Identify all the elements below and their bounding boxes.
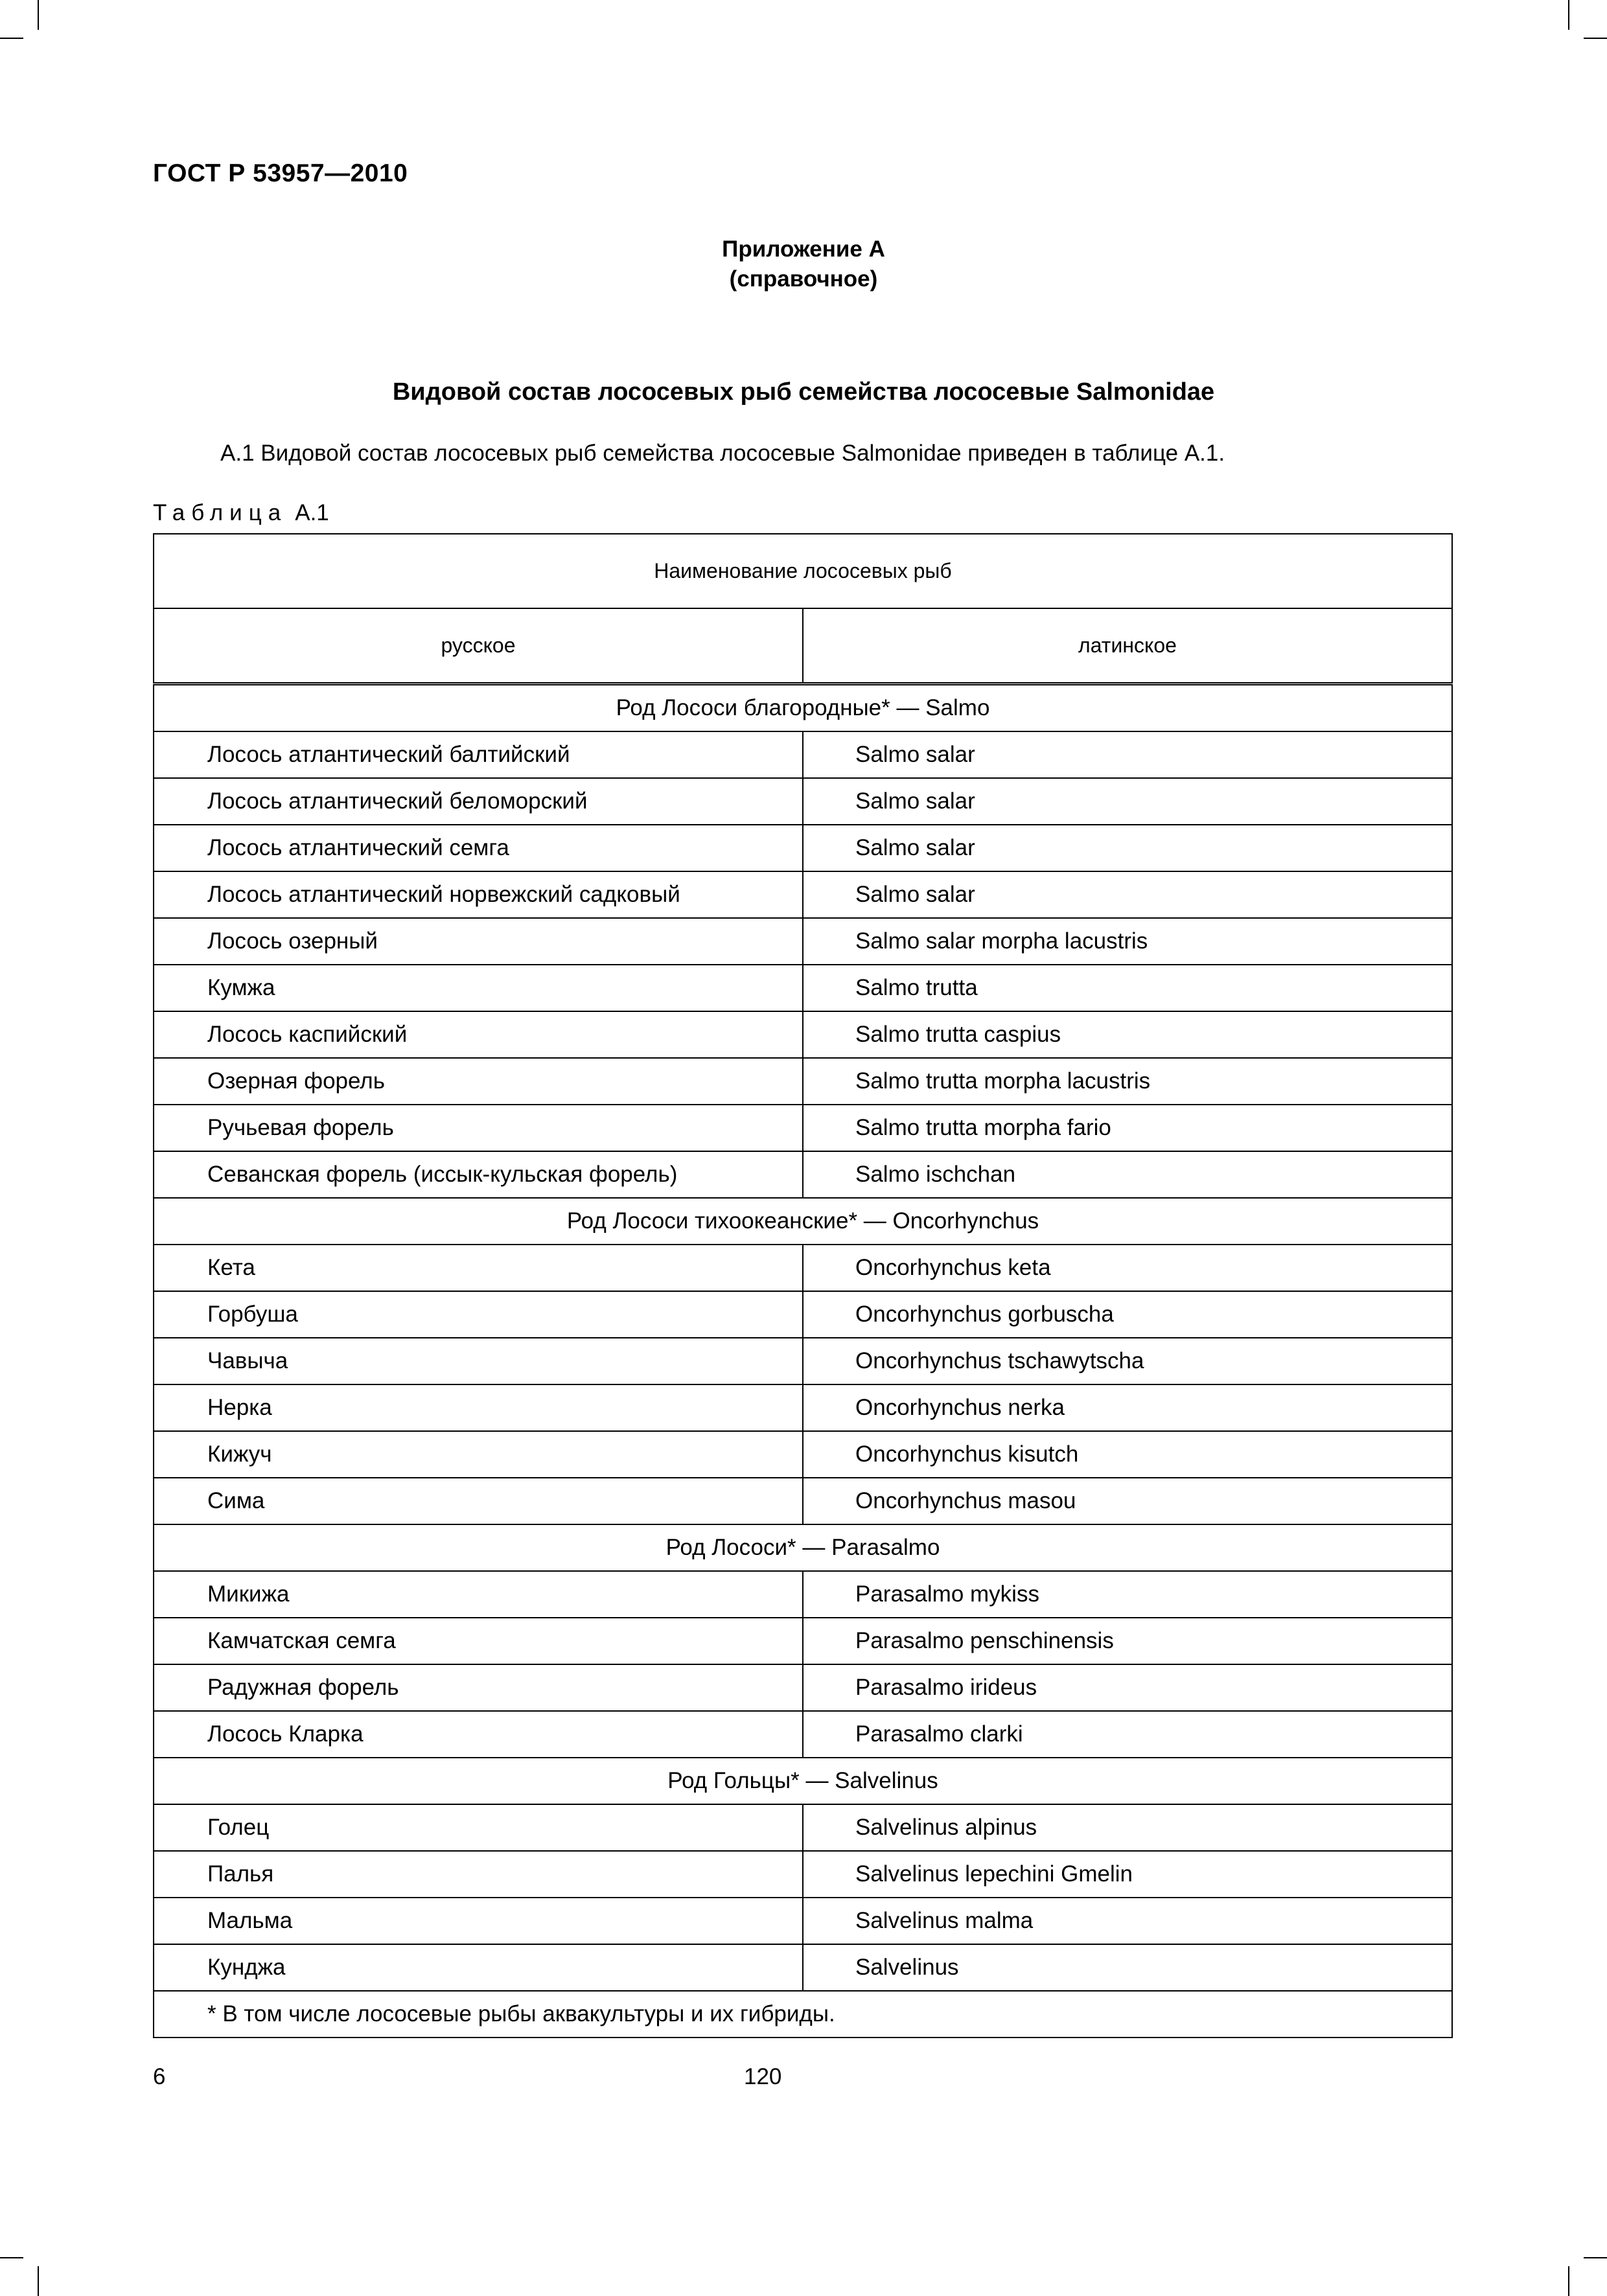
table-row — [154, 1851, 1452, 1898]
genus-row — [154, 1524, 1452, 1571]
species-name-la: Salmo trutta morpha fario — [803, 1105, 1452, 1151]
table-header-row — [154, 534, 1452, 608]
genus-label: Род Лососи* — Parasalmo — [154, 1524, 1452, 1571]
species-name-ru: Ручьевая форель — [154, 1105, 803, 1151]
table-row — [154, 1291, 1452, 1338]
species-name-la: Salmo trutta — [803, 965, 1452, 1011]
species-name-ru: Голец — [154, 1804, 803, 1851]
species-name-la: Parasalmo irideus — [803, 1664, 1452, 1711]
table-caption-label: Таблица — [153, 500, 288, 525]
table-row — [154, 1245, 1452, 1291]
species-name-la: Oncorhynchus nerka — [803, 1384, 1452, 1431]
species-name-la: Oncorhynchus kisutch — [803, 1431, 1452, 1478]
species-name-la: Oncorhynchus keta — [803, 1245, 1452, 1291]
species-name-ru: Чавыча — [154, 1338, 803, 1384]
page-number-center: 120 — [744, 2064, 782, 2089]
crop-mark — [1584, 38, 1607, 39]
crop-mark — [1568, 0, 1569, 30]
species-name-la: Oncorhynchus tschawytscha — [803, 1338, 1452, 1384]
table-row — [154, 1105, 1452, 1151]
species-name-la: Salvelinus lepechini Gmelin — [803, 1851, 1452, 1898]
species-name-ru: Кумжа — [154, 965, 803, 1011]
table-row — [154, 1011, 1452, 1058]
species-table — [153, 533, 1453, 2038]
genus-label: Род Гольцы* — Salvelinus — [154, 1758, 1452, 1804]
species-name-ru: Лосось атлантический норвежский садковый — [154, 871, 803, 918]
table-row — [154, 1898, 1452, 1944]
table-row — [154, 778, 1452, 825]
annex-subtitle: (справочное) — [729, 266, 878, 292]
crop-mark — [1584, 2257, 1607, 2258]
footnote: * В том числе лососевые рыбы аквакультуры и их гибриды. — [154, 1991, 1452, 2038]
table-row — [154, 1478, 1452, 1524]
species-name-la: Oncorhynchus gorbuscha — [803, 1291, 1452, 1338]
table-row — [154, 965, 1452, 1011]
species-name-la: Salmo trutta caspius — [803, 1011, 1452, 1058]
species-name-ru: Камчатская семга — [154, 1618, 803, 1664]
genus-label: Род Лососи благородные* — Salmo — [154, 684, 1452, 732]
table-row — [154, 1944, 1452, 1991]
intro-paragraph: А.1 Видовой состав лососевых рыб семейства лососевые Salmonidae приведен в таблице А.1. — [220, 441, 1225, 466]
table-row — [154, 1384, 1452, 1431]
genus-label: Род Лососи тихоокеанские* — Oncorhynchus — [154, 1198, 1452, 1245]
species-name-la: Oncorhynchus masou — [803, 1478, 1452, 1524]
table-row — [154, 1571, 1452, 1618]
species-name-ru: Мальма — [154, 1898, 803, 1944]
species-name-ru: Кижуч — [154, 1431, 803, 1478]
table-row — [154, 1618, 1452, 1664]
table-row — [154, 871, 1452, 918]
header-main: Наименование лососевых рыб — [154, 534, 1452, 608]
genus-row — [154, 1758, 1452, 1804]
table-caption-number: А.1 — [295, 500, 329, 525]
species-name-ru: Лосось каспийский — [154, 1011, 803, 1058]
crop-mark — [0, 2257, 23, 2258]
species-name-ru: Горбуша — [154, 1291, 803, 1338]
species-name-ru: Микижа — [154, 1571, 803, 1618]
species-name-ru: Кунджа — [154, 1944, 803, 1991]
table-row — [154, 1338, 1452, 1384]
species-name-la: Salmo salar — [803, 871, 1452, 918]
species-name-ru: Сима — [154, 1478, 803, 1524]
crop-mark — [0, 38, 23, 39]
table-subheader-row — [154, 608, 1452, 684]
crop-mark — [38, 0, 39, 30]
table-row — [154, 918, 1452, 965]
species-name-ru: Севанская форель (иссык-кульская форель) — [154, 1151, 803, 1198]
species-name-la: Salvelinus alpinus — [803, 1804, 1452, 1851]
species-name-ru: Озерная форель — [154, 1058, 803, 1105]
species-name-la: Salmo trutta morpha lacustris — [803, 1058, 1452, 1105]
table-row — [154, 1431, 1452, 1478]
table-row — [154, 1151, 1452, 1198]
species-name-la: Parasalmo mykiss — [803, 1571, 1452, 1618]
species-name-ru: Радужная форель — [154, 1664, 803, 1711]
footnote-row — [154, 1991, 1452, 2038]
crop-mark — [38, 2266, 39, 2296]
species-name-la: Parasalmo clarki — [803, 1711, 1452, 1758]
species-name-la: Salmo ischchan — [803, 1151, 1452, 1198]
table-row — [154, 1804, 1452, 1851]
species-name-la: Salvelinus malma — [803, 1898, 1452, 1944]
crop-mark — [1568, 2266, 1569, 2296]
table-row — [154, 731, 1452, 778]
genus-row — [154, 1198, 1452, 1245]
genus-row — [154, 684, 1452, 732]
table-row — [154, 825, 1452, 871]
species-name-la: Salmo salar morpha lacustris — [803, 918, 1452, 965]
species-name-la: Salmo salar — [803, 778, 1452, 825]
table-row — [154, 1711, 1452, 1758]
species-name-ru: Лосось атлантический балтийский — [154, 731, 803, 778]
species-name-ru: Нерка — [154, 1384, 803, 1431]
annex-title: Приложение А — [722, 236, 885, 262]
section-title: Видовой состав лососевых рыб семейства лососевые Salmonidae — [392, 378, 1215, 406]
table-row — [154, 1664, 1452, 1711]
header-ru: русское — [154, 608, 803, 684]
species-name-ru: Лосось атлантический семга — [154, 825, 803, 871]
species-name-ru: Лосось атлантический беломорский — [154, 778, 803, 825]
header-la: латинское — [803, 608, 1452, 684]
annex-heading — [0, 235, 1607, 294]
species-name-la: Parasalmo penschinensis — [803, 1618, 1452, 1664]
species-table-body — [154, 534, 1452, 2038]
species-name-ru: Лосось Кларка — [154, 1711, 803, 1758]
page-number-left: 6 — [153, 2064, 166, 2089]
species-name-la: Salmo salar — [803, 731, 1452, 778]
species-name-ru: Палья — [154, 1851, 803, 1898]
species-name-la: Salvelinus — [803, 1944, 1452, 1991]
table-caption — [153, 500, 329, 526]
species-name-ru: Кета — [154, 1245, 803, 1291]
species-name-ru: Лосось озерный — [154, 918, 803, 965]
standard-designation: ГОСТ Р 53957—2010 — [153, 159, 408, 187]
species-name-la: Salmo salar — [803, 825, 1452, 871]
table-row — [154, 1058, 1452, 1105]
